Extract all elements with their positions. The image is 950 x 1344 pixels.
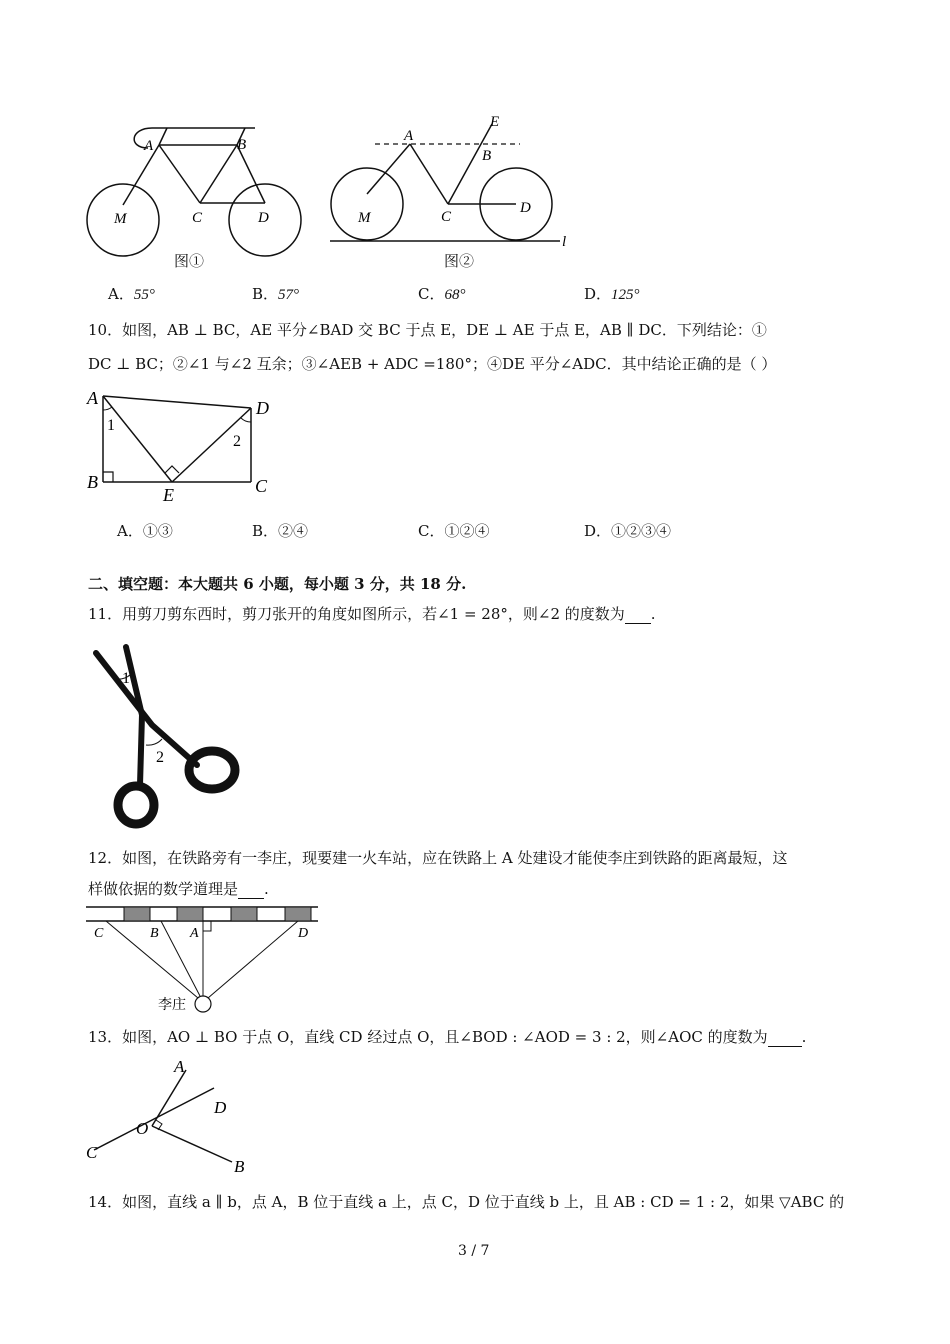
- q13-figure: [84, 1058, 264, 1178]
- fig1-label-C: C: [192, 210, 203, 226]
- q12-label-D: D: [298, 926, 309, 941]
- fig2-label-l: l: [562, 234, 567, 250]
- q10-label-D: D: [256, 398, 269, 418]
- q12-label-village: 李庄: [158, 998, 186, 1013]
- q9-option-d: D．125°: [584, 285, 640, 303]
- q9-option-a: A．55°: [108, 285, 155, 303]
- q11-answer-blank[interactable]: [625, 609, 651, 624]
- q10-label-2: 2: [233, 433, 241, 450]
- q12-stem-line2: 样做依据的数学道理是 .: [88, 880, 269, 898]
- q10-label-E: E: [163, 485, 174, 505]
- q13-label-C: C: [86, 1143, 98, 1162]
- fig2-label-A: A: [404, 128, 414, 144]
- q10-stem-line2: DC ⊥ BC；②∠1 与∠2 互余；③∠AEB + ADC =180°；④DE 平分∠ADC．其中结论正确的是（ ）: [88, 355, 777, 373]
- q10-option-c: C．①②④: [418, 522, 490, 540]
- q9-option-c: C．68°: [418, 285, 466, 303]
- q13-label-A: A: [174, 1057, 185, 1076]
- page-number: 3 / 7: [458, 1243, 490, 1259]
- q13-answer-blank[interactable]: [768, 1032, 802, 1047]
- q12-label-B: B: [150, 926, 159, 941]
- q14-stem-line1: 14．如图，直线 a ∥ b，点 A，B 位于直线 a 上，点 C，D 位于直线 b 上，且 AB : CD = 1 : 2，如果 ▽ABC 的: [88, 1193, 845, 1211]
- fig2-label-E: E: [490, 114, 500, 130]
- fig2-label-M: M: [358, 210, 371, 226]
- q10-label-1: 1: [107, 417, 115, 434]
- q10-label-A: A: [87, 388, 98, 408]
- q12-railway-figure: [86, 903, 326, 1021]
- q11-stem: 11．用剪刀剪东西时，剪刀张开的角度如图所示，若∠1 = 28°，则∠2 的度数为 .: [88, 605, 656, 623]
- q9-option-b: B．57°: [252, 285, 300, 303]
- q10-figure: [85, 388, 285, 508]
- q10-option-a: A．①③: [117, 522, 173, 540]
- q10-stem-line1: 10．如图，AB ⊥ BC，AE 平分∠BAD 交 BC 于点 E，DE ⊥ AE 于点 E，AB ∥ DC．下列结论：①: [88, 321, 767, 339]
- fig1-label-A: A: [144, 138, 154, 154]
- q13-label-O: O: [136, 1119, 149, 1138]
- fig1-label-B: B: [237, 137, 247, 153]
- fig2-label-B: B: [482, 148, 492, 164]
- q12-answer-blank[interactable]: [238, 884, 264, 899]
- q10-option-b: B．②④: [252, 522, 309, 540]
- fig1-label-D: D: [258, 210, 269, 226]
- fig2-label-C: C: [441, 209, 452, 225]
- q9-figure-2: [330, 110, 590, 260]
- fig2-caption: 图②: [444, 252, 475, 270]
- section-heading: 二、填空题：本大题共 6 小题，每小题 3 分，共 18 分.: [88, 575, 467, 593]
- q12-label-A: A: [190, 926, 199, 941]
- q12-label-C: C: [94, 926, 104, 941]
- q11-label-1: 1: [122, 670, 130, 687]
- q13-label-B: B: [234, 1157, 245, 1176]
- q11-label-2: 2: [156, 749, 164, 766]
- q10-label-C: C: [255, 476, 268, 496]
- fig2-label-D: D: [520, 200, 531, 216]
- fig1-label-M: M: [114, 211, 127, 227]
- q10-option-d: D．①②③④: [584, 522, 672, 540]
- q12-stem-line1: 12．如图，在铁路旁有一李庄，现要建一火车站，应在铁路上 A 处建设才能使李庄到铁路的距离最短，这: [88, 849, 788, 867]
- q10-label-B: B: [87, 472, 98, 492]
- q11-scissors-figure: [92, 645, 262, 835]
- q13-label-D: D: [214, 1098, 227, 1117]
- fig1-caption: 图①: [174, 252, 205, 270]
- q13-stem: 13．如图，AO ⊥ BO 于点 O，直线 CD 经过点 O，且∠BOD : ∠AOD = 3 : 2，则∠AOC 的度数为 .: [88, 1028, 807, 1046]
